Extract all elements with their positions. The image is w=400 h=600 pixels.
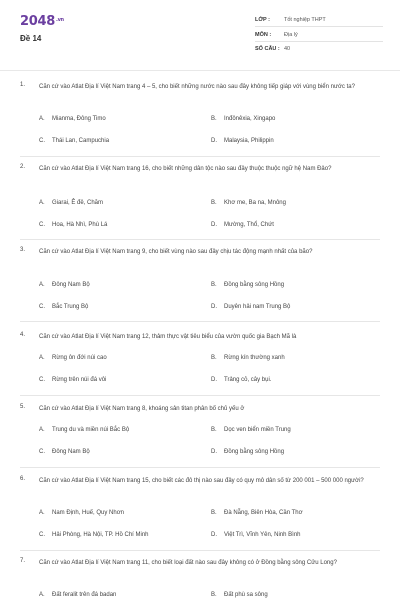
option-letter: B. xyxy=(211,355,217,361)
option-letter: A. xyxy=(39,510,45,516)
option-text: Thái Lan, Campuchia xyxy=(52,138,110,144)
option-text: Đất feralit trên đá badan xyxy=(52,592,117,598)
option-letter: A. xyxy=(39,592,45,598)
option-d[interactable] xyxy=(211,532,301,538)
option-text: Rừng trên núi đá vôi xyxy=(52,377,107,383)
option-letter: D. xyxy=(211,304,217,310)
option-text: Việt Trì, Vĩnh Yên, Ninh Bình xyxy=(224,532,301,538)
option-b[interactable] xyxy=(211,200,286,206)
option-d[interactable] xyxy=(211,222,274,228)
option-d[interactable] xyxy=(211,138,274,144)
option-letter: B. xyxy=(211,427,217,433)
option-a[interactable] xyxy=(39,510,124,516)
info-label: SỐ CÂU : xyxy=(255,46,280,52)
option-letter: C. xyxy=(39,138,45,144)
info-divider xyxy=(255,41,383,42)
option-letter: B. xyxy=(211,116,217,122)
option-c[interactable] xyxy=(39,449,90,455)
option-a[interactable] xyxy=(39,116,106,122)
option-text: Khơ me, Ba na, Mnông xyxy=(224,200,286,206)
option-text: Đông Nam Bộ xyxy=(52,449,90,455)
question-number: 3. xyxy=(20,247,26,253)
question-number: 4. xyxy=(20,332,26,338)
option-text: Đông Nam Bộ xyxy=(52,282,90,288)
question-divider xyxy=(20,321,380,322)
option-d[interactable] xyxy=(211,304,290,310)
question-divider xyxy=(20,239,380,240)
option-text: Bắc Trung Bộ xyxy=(52,304,89,310)
option-letter: C. xyxy=(39,304,45,310)
option-letter: B. xyxy=(211,200,217,206)
option-letter: D. xyxy=(211,377,217,383)
option-b[interactable] xyxy=(211,427,291,433)
exam-code: Đề 14 xyxy=(20,34,42,43)
info-label: MÔN : xyxy=(255,32,272,38)
option-letter: B. xyxy=(211,592,217,598)
option-text: Trảng cỏ, cây bụi. xyxy=(224,377,272,383)
info-label: LỚP : xyxy=(255,17,270,23)
question-text: Căn cứ vào Atlat Địa lí Việt Nam trang 15, cho biết các đô thị nào sau đây có quy mô dân số từ 200 001 – 500 000 người? xyxy=(39,478,364,484)
question-divider xyxy=(20,395,380,396)
option-b[interactable] xyxy=(211,592,268,598)
option-b[interactable] xyxy=(211,510,303,516)
question-number: 6. xyxy=(20,476,26,482)
question-number: 5. xyxy=(20,404,26,410)
question-text: Căn cứ vào Atlat Địa lí Việt Nam trang 16, cho biết những dân tộc nào sau đây thuộc thuộc ngữ hệ Nam Đảo? xyxy=(39,166,332,172)
option-a[interactable] xyxy=(39,200,103,206)
option-text: Rừng ôn đới núi cao xyxy=(52,355,107,361)
option-d[interactable] xyxy=(211,449,284,455)
option-c[interactable] xyxy=(39,377,106,383)
option-letter: A. xyxy=(39,427,45,433)
question-text: Căn cứ vào Atlat Địa lí Việt Nam trang 4 – 5, cho biết những nước nào sau đây không tiếp giáp với vùng biển nước ta? xyxy=(39,84,355,90)
info-value: 40 xyxy=(284,46,291,52)
option-text: Malaysia, Philippin xyxy=(224,138,274,144)
option-b[interactable] xyxy=(211,282,284,288)
option-text: Inđônêxia, Xingapo xyxy=(224,116,276,122)
logo-domain: .vn xyxy=(55,17,64,23)
option-text: Đồng bằng sông Hồng xyxy=(224,282,285,288)
question-text: Căn cứ vào Atlat Địa lí Việt Nam trang 11, cho biết loại đất nào sau đây không có ở Đồng bằng sông Cửu Long? xyxy=(39,560,337,566)
option-letter: D. xyxy=(211,532,217,538)
option-text: Mianma, Đông Timo xyxy=(52,116,106,122)
option-text: Mường, Thổ, Chứt xyxy=(224,222,274,228)
option-letter: B. xyxy=(211,282,217,288)
option-letter: D. xyxy=(211,449,217,455)
option-letter: B. xyxy=(211,510,217,516)
option-text: Đà Nẵng, Biên Hòa, Cần Thơ xyxy=(224,510,303,516)
logo-text: 2048 xyxy=(20,14,55,29)
option-text: Hoa, Hà Nhì, Phù Lá xyxy=(52,222,108,228)
option-letter: A. xyxy=(39,355,45,361)
option-c[interactable] xyxy=(39,138,109,144)
option-text: Trung du và miền núi Bắc Bộ xyxy=(52,427,130,433)
info-divider xyxy=(255,26,383,27)
option-letter: C. xyxy=(39,532,45,538)
option-a[interactable] xyxy=(39,355,107,361)
option-text: Dọc ven biển miền Trung xyxy=(224,427,291,433)
question-divider xyxy=(20,467,380,468)
question-number: 1. xyxy=(20,82,26,88)
info-value: Tốt nghiệp THPT xyxy=(284,17,326,23)
header-divider xyxy=(0,70,400,71)
option-text: Hải Phòng, Hà Nội, TP. Hồ Chí Minh xyxy=(52,532,149,538)
question-text: Căn cứ vào Atlat Địa lí Việt Nam trang 12, thảm thực vật tiêu biểu của vườn quốc gia Bạch Mã là xyxy=(39,334,297,340)
question-text: Căn cứ vào Atlat Địa lí Việt Nam trang 9, cho biết vùng nào sau đây chịu tác động mạnh nhất của bão? xyxy=(39,249,313,255)
option-a[interactable] xyxy=(39,427,129,433)
option-c[interactable] xyxy=(39,532,149,538)
option-letter: C. xyxy=(39,449,45,455)
option-text: Rừng kín thường xanh xyxy=(224,355,285,361)
option-letter: C. xyxy=(39,222,45,228)
question-number: 7. xyxy=(20,558,26,564)
option-text: Giarai, Ê đê, Chăm xyxy=(52,200,104,206)
info-value: Địa lý xyxy=(284,32,298,38)
option-letter: C. xyxy=(39,377,45,383)
option-text: Nam Định, Huế, Quy Nhơn xyxy=(52,510,124,516)
option-letter: A. xyxy=(39,200,45,206)
option-letter: A. xyxy=(39,116,45,122)
option-d[interactable] xyxy=(211,377,271,383)
question-number: 2. xyxy=(20,164,26,170)
question-divider xyxy=(20,156,380,157)
option-text: Đất phù sa sông xyxy=(224,592,268,598)
option-letter: A. xyxy=(39,282,45,288)
option-b[interactable] xyxy=(211,355,285,361)
option-text: Đồng bằng sông Hồng xyxy=(224,449,285,455)
option-a[interactable] xyxy=(39,592,116,598)
option-a[interactable] xyxy=(39,282,90,288)
option-c[interactable] xyxy=(39,222,107,228)
site-logo[interactable] xyxy=(20,14,64,29)
question-divider xyxy=(20,550,380,551)
option-letter: D. xyxy=(211,138,217,144)
question-text: Căn cứ vào Atlat Địa lí Việt Nam trang 8, khoáng sản titan phân bố chủ yếu ở xyxy=(39,406,245,412)
option-letter: D. xyxy=(211,222,217,228)
option-text: Duyên hải nam Trung Bộ xyxy=(224,304,291,310)
exam-header xyxy=(0,0,400,64)
option-b[interactable] xyxy=(211,116,275,122)
option-c[interactable] xyxy=(39,304,88,310)
